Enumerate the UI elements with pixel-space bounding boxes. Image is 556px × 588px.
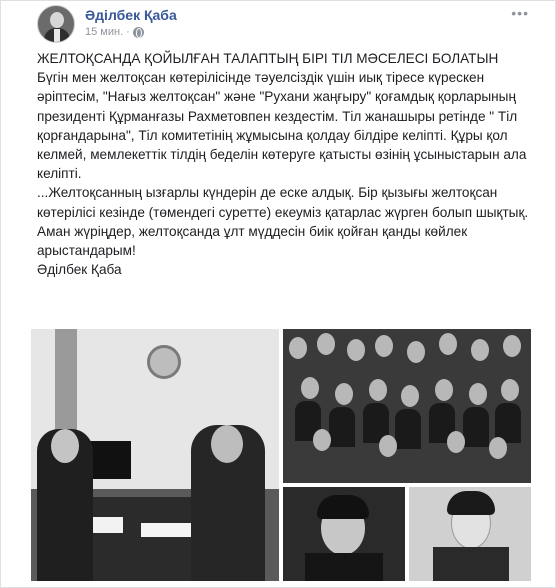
post-signature: Әділбек Қаба <box>37 262 122 278</box>
post-paragraph-2: ...Желтоқсанның ызғарлы күндерін де еске алдық. Бір қызығы желтоқсан көтерілісі кезінде (төмендегі суретте) екеуміз қатарлас жүрген болып шықтық. <box>37 185 529 220</box>
post-paragraph-3: Аман жүріңдер, желтоқсанда ұлт мүддесін биік қойған қанды көйлек арыстандарым! <box>37 223 468 259</box>
flag-shape <box>55 329 77 439</box>
person-face <box>51 429 79 463</box>
crowd-face <box>301 377 319 399</box>
crowd-face <box>471 339 489 361</box>
avatar[interactable] <box>37 5 75 43</box>
monitor-shape <box>87 441 131 479</box>
crowd-face <box>379 435 397 457</box>
separator-dot: · <box>126 26 130 38</box>
person-body <box>305 553 383 581</box>
post-body <box>37 49 533 279</box>
post-meta <box>85 26 144 38</box>
post-time[interactable]: 15 мин. <box>85 26 124 38</box>
author-name[interactable]: Әділбек Қаба <box>85 7 177 23</box>
crowd-face <box>369 379 387 401</box>
emblem-shape <box>147 345 181 379</box>
crowd-face <box>439 333 457 355</box>
person-left <box>37 429 93 581</box>
person-right <box>191 425 265 581</box>
person-body <box>433 547 509 581</box>
more-options-icon[interactable]: ••• <box>511 5 529 21</box>
person-hair <box>447 491 495 515</box>
crowd-face <box>375 335 393 357</box>
post-headline: ЖЕЛТОҚСАНДА ҚОЙЫЛҒАН ТАЛАПТЫҢ БІРІ ТІЛ МӘСЕЛЕСІ БОЛАТЫН <box>37 51 499 66</box>
crowd-face <box>469 383 487 405</box>
crowd-face <box>503 335 521 357</box>
avatar-head <box>50 12 64 28</box>
crowd-body <box>463 407 489 447</box>
globe-icon[interactable] <box>133 27 144 38</box>
crowd-face <box>407 341 425 363</box>
person-face <box>211 425 243 463</box>
photo-grid <box>31 329 531 581</box>
paper-shape <box>141 523 193 537</box>
crowd-face <box>401 385 419 407</box>
photo-closeup-left[interactable] <box>283 487 405 581</box>
crowd-face <box>317 333 335 355</box>
crowd-face <box>313 429 331 451</box>
crowd-face <box>347 339 365 361</box>
crowd-face <box>335 383 353 405</box>
avatar-shirt <box>54 29 60 43</box>
crowd-face <box>489 437 507 459</box>
crowd-face <box>435 379 453 401</box>
crowd-face <box>289 337 307 359</box>
crowd-face <box>447 431 465 453</box>
crowd-body <box>329 407 355 447</box>
crowd-body <box>395 409 421 449</box>
person-hair <box>317 495 369 519</box>
post-header <box>37 5 529 45</box>
post-paragraph-1: Бүгін мен желтоқсан көтерілісінде тәуелсіздік үшін иық тіресе күрескен әріптесім, "Нағыз желтоқсан" және "Рухани жаңғыру" қоғамдық қорларының президенті Құрманғазы Рахметовпен кездестім. Тіл жанашыры ретінде " Тіл қорғандарына", Тіл комитетінің жұмысына қолдау білдіре келіпті. Құры қол келмей, мемлекеттік тілдің беделін көтеруге қатысты өзінің ұсыныстарын ала келіпті. <box>37 70 527 182</box>
photo-crowd[interactable] <box>283 329 531 483</box>
photo-closeup-right[interactable] <box>409 487 531 581</box>
crowd-face <box>501 379 519 401</box>
photo-office-meeting[interactable] <box>31 329 279 581</box>
